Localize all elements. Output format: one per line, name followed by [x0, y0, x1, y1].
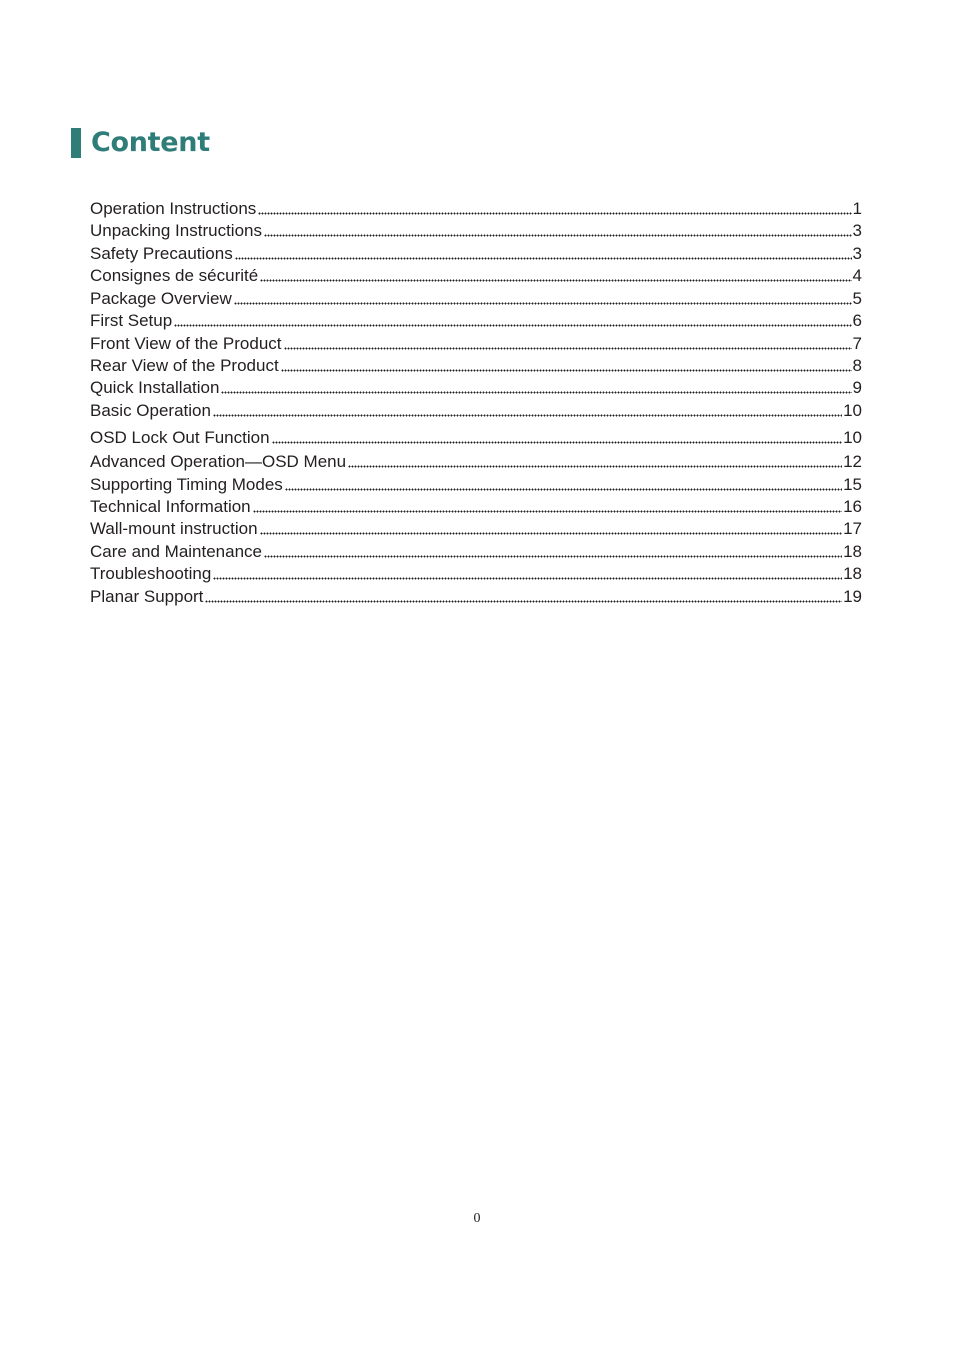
toc-entry[interactable]	[90, 288, 862, 310]
toc-leader-dots	[213, 574, 842, 580]
toc-entry[interactable]	[90, 310, 862, 332]
toc-entry[interactable]	[90, 496, 862, 518]
toc-entry-page: 9	[852, 378, 862, 397]
toc-entry[interactable]	[90, 220, 862, 242]
toc-entry-page: 3	[852, 244, 862, 263]
toc-entry[interactable]	[90, 333, 862, 355]
heading-accent-bar	[71, 128, 81, 158]
toc-leader-dots	[285, 485, 842, 491]
toc-entry[interactable]	[90, 427, 862, 449]
toc-leader-dots	[260, 276, 851, 282]
toc-leader-dots	[174, 321, 851, 327]
toc-entry-title: Supporting Timing Modes	[90, 475, 283, 494]
toc-entry[interactable]	[90, 451, 862, 473]
footer-page-number: 0	[473, 1211, 481, 1226]
toc-entry-title: Basic Operation	[90, 401, 211, 420]
toc-entry-page: 1	[852, 199, 862, 218]
toc-entry-page: 4	[852, 266, 862, 285]
toc-entry-title: Advanced Operation—OSD Menu	[90, 452, 347, 471]
toc-leader-dots	[348, 462, 842, 468]
toc-leader-dots	[221, 388, 851, 394]
content-heading	[71, 126, 210, 160]
toc-entry-page: 19	[843, 587, 862, 606]
toc-entry[interactable]	[90, 355, 862, 377]
toc-leader-dots	[264, 552, 842, 558]
toc-entry[interactable]	[90, 563, 862, 585]
toc-entry-page: 16	[843, 497, 862, 516]
toc-entry-page: 7	[852, 334, 862, 353]
toc-entry-page: 5	[852, 289, 862, 308]
toc-entry-page: 6	[852, 311, 862, 330]
toc-entry-page: 3	[852, 221, 862, 240]
toc-leader-dots	[235, 254, 852, 260]
toc-entry-title: Quick Installation	[90, 378, 220, 397]
toc-leader-dots	[205, 597, 842, 603]
toc-entry-title: Operation Instructions	[90, 199, 257, 218]
toc-entry-title: Front View of the Product	[90, 334, 282, 353]
toc-entry-title: Safety Precautions	[90, 244, 233, 263]
toc-entry-page: 17	[843, 519, 862, 538]
toc-entry[interactable]	[90, 586, 862, 608]
toc-entry-title: Consignes de sécurité	[90, 266, 259, 285]
page-title: Content	[91, 127, 210, 158]
toc-entry-title: Planar Support	[90, 587, 204, 606]
toc-entry[interactable]	[90, 265, 862, 287]
toc-leader-dots	[260, 529, 843, 535]
toc-entry-page: 15	[843, 475, 862, 494]
toc-leader-dots	[272, 438, 843, 444]
toc-leader-dots	[258, 209, 851, 215]
toc-entry-title: First Setup	[90, 311, 173, 330]
toc-entry-page: 12	[843, 452, 862, 471]
toc-leader-dots	[253, 507, 842, 513]
toc-entry[interactable]	[90, 400, 862, 422]
toc-entry[interactable]	[90, 243, 862, 265]
toc-entry[interactable]	[90, 377, 862, 399]
toc-entry-title: Wall-mount instruction	[90, 519, 258, 538]
toc-entry-title: Care and Maintenance	[90, 542, 263, 561]
toc-entry-title: Technical Information	[90, 497, 251, 516]
toc-entry[interactable]	[90, 541, 862, 563]
toc-leader-dots	[281, 366, 852, 372]
toc-entry[interactable]	[90, 198, 862, 220]
toc-entry-title: Package Overview	[90, 289, 232, 308]
toc-entry-title: Troubleshooting	[90, 564, 212, 583]
toc-entry-page: 8	[852, 356, 862, 375]
toc-leader-dots	[213, 411, 842, 417]
toc-leader-dots	[234, 299, 852, 305]
toc-entry-page: 18	[843, 542, 862, 561]
toc-entry[interactable]	[90, 518, 862, 540]
toc-entry-title: Rear View of the Product	[90, 356, 279, 375]
toc-entry-title: Unpacking Instructions	[90, 221, 262, 240]
toc-leader-dots	[284, 344, 852, 350]
toc-entry-page: 10	[843, 401, 862, 420]
toc-leader-dots	[264, 231, 852, 237]
toc-entry-page: 10	[843, 428, 862, 447]
toc-entry[interactable]	[90, 474, 862, 496]
toc-entry-page: 18	[843, 564, 862, 583]
toc-entry-title: OSD Lock Out Function	[90, 428, 270, 447]
